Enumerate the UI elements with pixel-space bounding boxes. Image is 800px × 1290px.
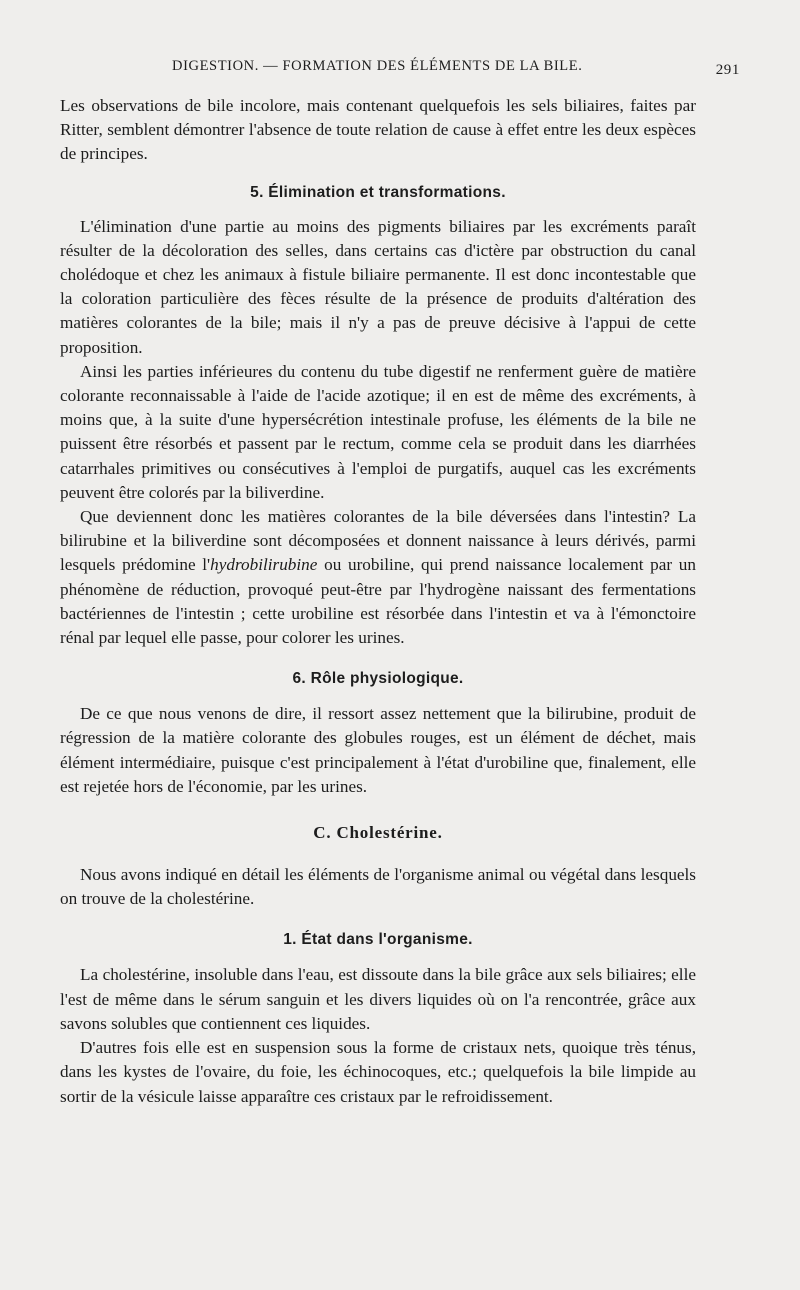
chapter-heading-cholesterine: C. Cholestérine.: [313, 823, 443, 843]
section-heading-etat: 1. État dans l'organisme.: [283, 931, 473, 949]
section-heading-elimination: 5. Élimination et transformations.: [250, 183, 506, 201]
paragraph-elimination-2: Ainsi les parties inférieures du contenu du tube digestif ne renferment guère de matière colorante reconnaissable à l'aide de l'acide azotique; il en est de même des excréments, à moins que, à la suite d'une hypersécrétion intestinale profuse, les éléments de la bile ne puissent être résorbés et passent par le rectum, comme cela se produit dans les diarrhées catarrhales primitives ou consécutives à l'emploi de purgatifs, auquel cas les excréments peuvent être colorés par la biliverdine.: [60, 361, 696, 502]
paragraph-role: De ce que nous venons de dire, il ressort assez nettement que la bilirubine, produit de régression de la matière colorante des globules rouges, est un élément de déchet, mais élément intermédiaire, puisque c'est principalement à l'état d'urobiline que, finalement, elle est rejetée hors de l'économie, par les urines.: [60, 704, 696, 796]
paragraph-elimination-3: [60, 505, 696, 650]
section-heading-role: 6. Rôle physiologique.: [292, 670, 464, 688]
paragraph-etat-1: La cholestérine, insoluble dans l'eau, est dissoute dans la bile grâce aux sels biliaires; elle l'est de même dans le sérum sanguin et les divers liquides où on l'a rencontrée, grâce aux savons solubles que contiennent ces liquides.: [60, 965, 696, 1033]
paragraph-elimination-1: L'élimination d'une partie au moins des pigments biliaires par les excréments paraît résulter de la décoloration des selles, dans certains cas d'ictère par obstruction du canal cholédoque et chez les animaux à fistule biliaire permanente. Il est donc incontestable que la coloration particulière des fèces résulte de la présence de produits d'altération des matières colorantes de la bile; mais il n'y a pas de preuve décisive à l'appui de cette proposition.: [60, 216, 696, 357]
term-hydrobilirubine: hydrobilirubine: [210, 555, 318, 575]
page-body: [60, 94, 696, 1109]
running-title: DIGESTION. — FORMATION DES ÉLÉMENTS DE LA BILE.: [172, 58, 583, 74]
running-head: [60, 58, 740, 82]
paragraph-intro: Les observations de bile incolore, mais contenant quelquefois les sels biliaires, faites par Ritter, semblent démontrer l'absence de toute relation de cause à effet entre les deux espèces de principes.: [60, 96, 696, 164]
page-number: 291: [715, 62, 740, 78]
paragraph-cholesterine: Nous avons indiqué en détail les éléments de l'organisme animal ou végétal dans lesquels on trouve de la cholestérine.: [60, 865, 696, 909]
text-run: Que deviennent donc les matières colorantes de la bile déversées dans l'intestin? La bilirubine et la biliverdine sont décomposées et donnent naissance à leurs dérivés, parmi lesquels prédomine l': [60, 507, 696, 575]
paragraph-etat-2: D'autres fois elle est en suspension sous la forme de cristaux nets, quoique très ténus, dans les kystes de l'ovaire, du foie, les échinocoques, etc.; quelquefois la bile limpide au sortir de la vésicule laisse apparaître ces cristaux par le refroidissement.: [60, 1038, 696, 1106]
text-run: ou urobiline, qui prend naissance localement par un phénomène de réduction, provoqué peut-être par l'hydrogène naissant des fermentations bactériennes de l'intestin ; cette urobiline est résorbée dans l'intestin et va à l'émonctoire rénal par lequel elle passe, pour colorer les urines.: [60, 555, 696, 648]
